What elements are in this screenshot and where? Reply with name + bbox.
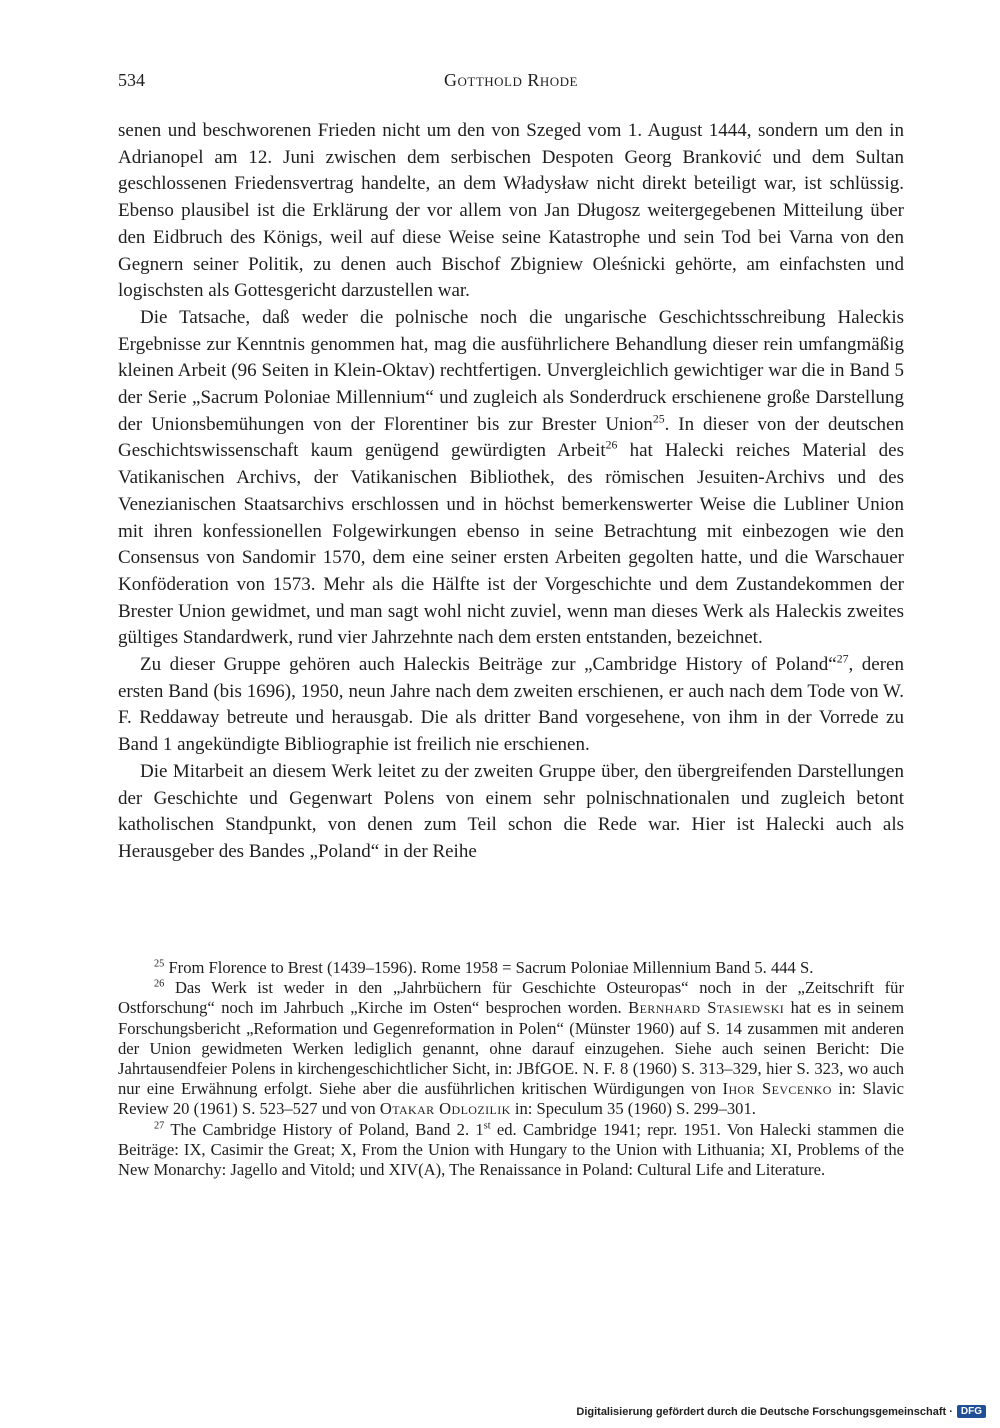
footnote-text: hat es in seinem Forschungsbericht „Reformation und Gegenreformation in Polen“ (Münster 1960) auf S. 14 zusammen mit anderen der Union gewidmeten Werken lediglich genannt, ohne darauf einzugehen. Siehe auch seinen Bericht: Die Jahrtausendfeier Polens in kirchengeschichtlicher Sicht, in: JBfGOE. N. F. 8 (1960) S. 313–329, hier S. 323, wo auch nur eine Erwähnung erfolgt. Siehe aber die ausführlichen kritischen Würdigungen von — [118, 998, 904, 1099]
paragraph-3-text-a: Zu dieser Gruppe gehören auch Haleckis Beiträge zur „Cambridge History of Poland“ — [140, 654, 837, 676]
footnote-ref-26: 26 — [605, 439, 618, 453]
footnote-text: in: Slavic Review 20 (1961) S. 523–527 und von — [118, 1079, 904, 1119]
footnote-text: ed. Cambridge 1941; repr. 1951. Von Halecki stammen die Beiträge: IX, Casimir the Great; X, From the Union with Hungary to the Union with Lithuania; XI, Problems of the New Monarchy: Jagello and Vitold; und XIV(A), The Renaissance in Poland: Cultural Life and Literature. — [118, 1119, 905, 1180]
paragraph-3-text-b: , deren ersten Band (bis 1696), 1950, neun Jahre nach dem zweiten erschienen, er auch nach dem Tode von W. F. Reddaway betreute und herausgab. Die als dritter Band vorgesehene, von ihm in der Vorrede zu Band 1 angekündigte Bibliographie ist freilich nie erschienen. — [118, 654, 904, 756]
author-name: Bernhard Stasiewski — [628, 998, 785, 1018]
page-number: 534 — [118, 70, 145, 90]
main-text — [118, 118, 904, 866]
paragraph-2-text-b: . In dieser von der deutschen Geschichtswissenschaft kaum genügend gewürdigten Arbeit — [118, 413, 904, 462]
footnote-25 — [118, 958, 904, 978]
footnote-text: The Cambridge History of Poland, Band 2. 1 — [170, 1119, 484, 1139]
paragraph-3 — [118, 652, 904, 759]
author-name: Ihor Sevcenko — [722, 1079, 832, 1099]
running-head: Gotthold Rhode — [444, 70, 578, 90]
dfg-logo: DFG — [957, 1405, 986, 1418]
paragraph-4: Die Mitarbeit an diesem Werk leitet zu der zweiten Gruppe über, den übergreifenden Darstellungen der Geschichte und Gegenwart Polens von einem sehr polnischnationalen und zugleich betont katholischen Standpunkt, von denen zum Teil schon die Rede war. Hier ist Halecki auch als Herausgeber des Bandes „Poland“ in der Reihe — [118, 760, 904, 862]
page-header — [118, 70, 904, 98]
footnote-text: Das Werk ist weder in den „Jahrbüchern für Geschichte Osteuropas“ noch in der „Zeitschrift für Ostforschung“ noch im Jahrbuch „Kirche im Osten“ besprochen worden. — [118, 978, 905, 1018]
paragraph-2-text-a: Die Tatsache, daß weder die polnische noch die ungarische Geschichtsschreibung Haleckis Ergebnisse zur Kenntnis genommen hat, mag die ausführlichere Behandlung dieser rein umfangmäßig kleinen Arbeit (96 Seiten in Klein-Oktav) rechtfertigen. Unvergleichlich gewichtiger war die in Band 5 der Serie „Sacrum Poloniae Millennium“ und zugleich als Sonderdruck erschienene große Darstellung der Unionsbemühungen von der Florentiner bis zur Brester Union — [118, 306, 904, 435]
footnote-26 — [118, 978, 904, 1119]
paragraph-2-text-c: hat Halecki reiches Material des Vatikanischen Archivs, der Vatikanischen Bibliothek, des römischen Jesuiten-Archivs und des Venezianischen Staatsarchivs erschlossen und in höchst bemerkenswerter Weise die Lubliner Union mit ihren konfessionellen Folgewirkungen ebenso in seine Betrachtung mit einbezogen wie den Consensus von Sandomir 1570, dem eine seiner ersten Arbeiten gegolten hatte, und die Warschauer Konföderation von 1573. Mehr als die Hälfte ist der Vorgeschichte und dem Zustandekommen der Brester Union gewidmet, und man sagt wohl nicht zuviel, wenn man dieses Werk als Haleckis zweites gültiges Standardwerk, rund vier Jahrzehnte nach dem ersten entstanden, bezeichnet. — [118, 440, 904, 649]
footnote-number: 26 — [154, 978, 165, 990]
footnotes — [118, 958, 904, 1180]
footnote-number: 25 — [154, 958, 165, 970]
footnote-text: in: Speculum 35 (1960) S. 299–301. — [514, 1099, 756, 1119]
footnote-ref-27: 27 — [836, 652, 849, 666]
footnote-number: 27 — [154, 1120, 165, 1132]
paragraph-1: senen und beschworenen Frieden nicht um den von Szeged vom 1. August 1444, sondern um den in Adrianopel am 12. Juni zwischen dem serbischen Despoten Georg Branković und dem Sultan geschlossenen Friedensvertrag handelte, an dem Władysław nicht direkt beteiligt war, ist schlüssig. Ebenso plausibel ist die Erklärung der vor allem von Jan Długosz weitergegebenen Mitteilung über den Eidbruch des Königs, weil auf diese Weise seine Katastrophe und sein Tod bei Varna von den Gegnern seiner Politik, zu denen auch Bischof Zbigniew Oleśnicki gehörte, am einfachsten und logischsten als Gottesgericht darzustellen war. — [118, 120, 904, 302]
footnote-ref-25: 25 — [652, 412, 665, 426]
digitization-credit — [576, 1405, 986, 1418]
footnote-27 — [118, 1120, 904, 1181]
author-name: Otakar Odlozilik — [379, 1099, 511, 1119]
footnote-text: From Florence to Brest (1439–1596). Rome 1958 = Sacrum Poloniae Millennium Band 5. 444 S. — [168, 958, 814, 977]
credit-text: Digitalisierung gefördert durch die Deutsche Forschungsgemeinschaft · — [576, 1405, 953, 1418]
ordinal-suffix: st — [483, 1120, 491, 1132]
paragraph-2 — [118, 305, 904, 652]
